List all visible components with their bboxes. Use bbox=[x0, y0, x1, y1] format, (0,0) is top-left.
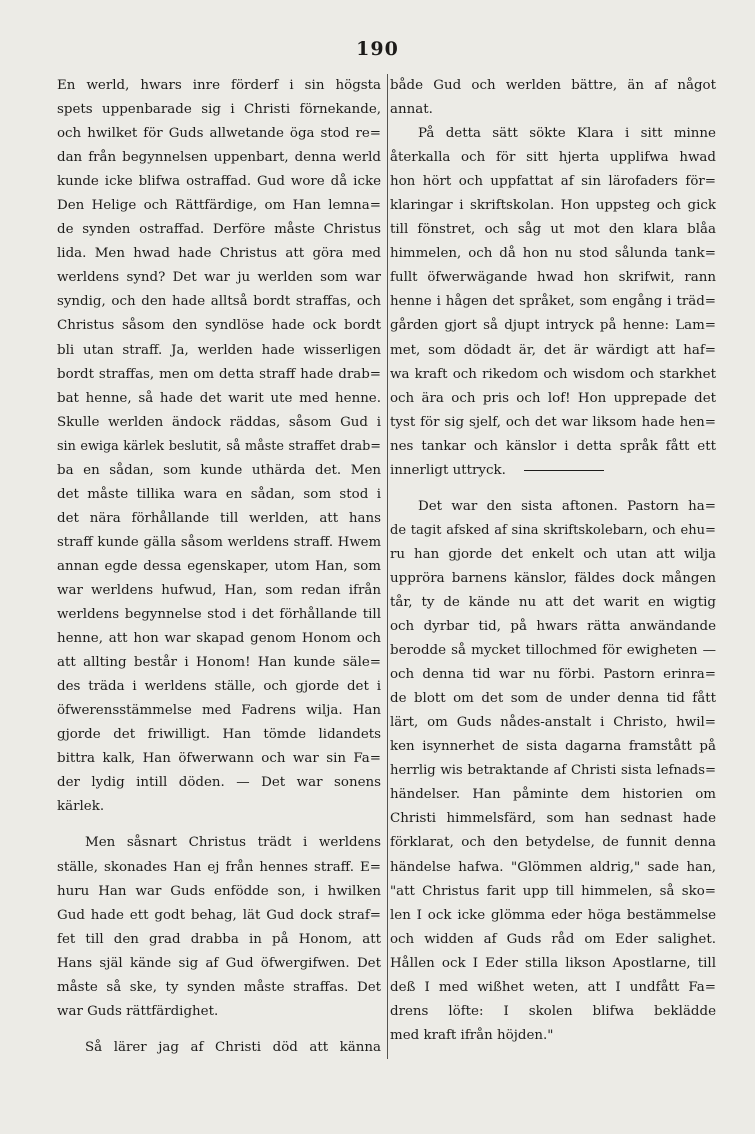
text-line: len I ock icke glömma eder höga bestämmelse bbox=[390, 907, 716, 923]
text-line: Christi himmelsfärd, som han sednast hade bbox=[390, 811, 716, 827]
text-line: dan från begynnelsen uppenbart, denna werld bbox=[57, 150, 381, 166]
text-line: Det war den sista aftonen. Pastorn ha= bbox=[418, 498, 716, 514]
section-separator bbox=[524, 470, 604, 471]
text-line: uppröra barnens känslor, fäldes dock mången bbox=[390, 570, 716, 586]
text-line: himmelen, och då hon nu stod sålunda tank= bbox=[390, 246, 716, 262]
text-line: lida. Men hwad hade Christus att göra med bbox=[57, 246, 381, 262]
text-line: Hans själ kände sig af Gud öfwergifwen. Det bbox=[57, 955, 381, 971]
text-line: ba en sådan, som kunde uthärda det. Men bbox=[57, 462, 381, 478]
text-line: händelser. Han påminte dem historien om bbox=[390, 787, 716, 803]
text-line: de tagit afsked af sina skriftskolebarn, och ehu= bbox=[390, 522, 716, 538]
text-line: till fönstret, och såg ut mot den klara blåa bbox=[390, 222, 716, 238]
left-column bbox=[57, 74, 381, 1060]
text-line: Gud hade ett godt behag, lät Gud dock straf= bbox=[57, 907, 381, 923]
text-line: En werld, hwars inre förderf i sin högsta bbox=[57, 78, 381, 93]
text-line: bat henne, så hade det warit ute med henne. bbox=[57, 390, 381, 406]
text-line: der lydig intill döden. — Det war sonens bbox=[57, 775, 381, 791]
text-line: fullt öfwerwägande hwad hon skrifwit, rann bbox=[390, 270, 716, 286]
text-line: ru han gjorde det enkelt och utan att wilja bbox=[390, 546, 716, 562]
text-line: berodde så mycket tillochmed för ewigheten — bbox=[390, 643, 716, 659]
text-line: Skulle werlden ändock räddas, såsom Gud i bbox=[57, 414, 381, 430]
text-line: Christus såsom den syndlöse hade ock bordt bbox=[57, 318, 381, 334]
text-line: war werldens hufwud, Han, som redan ifrån bbox=[57, 582, 381, 598]
right-column bbox=[390, 74, 716, 1048]
text-line: kärlek. bbox=[57, 799, 105, 815]
page-number: 190 bbox=[356, 38, 399, 60]
text-line: klaringar i skriftskolan. Hon uppsteg och gick bbox=[390, 198, 716, 214]
text-line: återkalla och för sitt hjerta upplifwa hwad bbox=[390, 150, 716, 166]
text-line: det måste tillika wara en sådan, som stod i bbox=[57, 486, 381, 502]
text-line: och widden af Guds råd om Eder salighet. bbox=[390, 931, 716, 947]
text-line: både Gud och werlden bättre, än af något bbox=[390, 78, 716, 93]
text-line: gjorde det friwilligt. Han tömde lidandets bbox=[57, 727, 381, 743]
text-line: werldens synd? Det war ju werlden som war bbox=[57, 270, 381, 286]
text-line: nes tankar och känslor i detta språk fått ett bbox=[390, 438, 716, 454]
paragraph bbox=[57, 74, 381, 819]
text-line: och ära och pris och lof! Hon upprepade det bbox=[390, 390, 716, 406]
text-line: och denna tid war nu förbi. Pastorn erinra= bbox=[390, 667, 716, 683]
paragraph bbox=[57, 1036, 381, 1060]
text-line: öfwerensstämmelse med Fadrens wilja. Han bbox=[57, 703, 381, 719]
text-line: syndig, och den hade alltså bordt straffas, och bbox=[57, 294, 381, 310]
paragraph bbox=[390, 495, 716, 1048]
text-line: war Guds rättfärdighet. bbox=[57, 1003, 219, 1019]
text-line: henne, att hon war skapad genom Honom och bbox=[57, 631, 381, 647]
text-line: herrlig wis betraktande af Christi sista lefnads= bbox=[390, 763, 716, 779]
column-divider bbox=[387, 74, 388, 1059]
text-line: Men såsnart Christus trädt i werldens bbox=[85, 835, 381, 851]
text-line: Så lärer jag af Christi död att känna bbox=[85, 1039, 381, 1055]
text-line: annat. bbox=[390, 102, 433, 118]
text-line: bittra kalk, Han öfwerwann och war sin Fa= bbox=[57, 751, 381, 767]
text-line: måste så ske, ty synden måste straffas. Det bbox=[57, 979, 381, 995]
text-line: de synden ostraffad. Derföre måste Christus bbox=[57, 222, 381, 238]
text-line: Hållen ock I Eder stilla likson Apostlarne, till bbox=[390, 955, 716, 971]
text-line: hon hört och uppfattat af sin lärofaders för= bbox=[390, 174, 716, 190]
text-line: henne i hågen det språket, som engång i träd= bbox=[390, 294, 716, 310]
text-line: annan egde dessa egenskaper, utom Han, som bbox=[57, 558, 381, 574]
text-line: bli utan straff. Ja, werlden hade wisserligen bbox=[57, 342, 381, 358]
text-line: deß I med wißhet weten, att I undfått Fa= bbox=[390, 979, 716, 995]
text-line: lärt, om Guds nådes-anstalt i Christo, hwil= bbox=[390, 715, 716, 731]
text-line: werldens begynnelse stod i det förhållande till bbox=[57, 607, 381, 623]
text-line: gården gjort så djupt intryck på henne: Lam= bbox=[390, 318, 716, 334]
text-line: det nära förhållande till werlden, att hans bbox=[57, 510, 381, 526]
text-line: straff kunde gälla såsom werldens straff. Hwem bbox=[57, 534, 381, 550]
text-line: wa kraft och rikedom och wisdom och starkhet bbox=[390, 366, 716, 382]
text-line: drens löfte: I skolen blifwa beklädde bbox=[390, 1003, 716, 1019]
text-line: med kraft ifrån höjden." bbox=[390, 1027, 554, 1043]
text-line: tår, ty de kände nu att det warit en wigtig bbox=[390, 594, 716, 610]
text-line: spets uppenbarade sig i Christi förnekande, bbox=[57, 102, 381, 118]
text-line: och dyrbar tid, på hwars rätta anwändande bbox=[390, 619, 716, 635]
text-line: fet till den grad drabba in på Honom, att bbox=[57, 931, 381, 947]
text-line: kunde icke blifwa ostraffad. Gud wore då icke bbox=[57, 174, 381, 190]
text-line: att allting består i Honom! Han kunde säle= bbox=[57, 655, 381, 671]
text-line: met, som dödadt är, det är wärdigt att haf= bbox=[390, 342, 716, 358]
text-line: de blott om det som de under denna tid fått bbox=[390, 691, 716, 707]
text-line: huru Han war Guds enfödde son, i hwilken bbox=[57, 883, 381, 899]
paragraph bbox=[390, 74, 716, 122]
text-line bbox=[390, 459, 716, 483]
text-line: och hwilket för Guds allwetande öga stod re= bbox=[57, 126, 381, 142]
text-line: På detta sätt sökte Klara i sitt minne bbox=[418, 126, 716, 142]
text-line: "att Christus farit upp till himmelen, så sko= bbox=[390, 883, 716, 899]
text-line: Den Helige och Rättfärdige, om Han lemna= bbox=[57, 198, 381, 214]
paragraph bbox=[390, 122, 716, 483]
paragraph bbox=[57, 831, 381, 1023]
text-line: tyst för sig sjelf, och det war liksom hade hen= bbox=[390, 414, 716, 430]
text-line: des träda i werldens ställe, och gjorde det i bbox=[57, 679, 381, 695]
text-line: ställe, skonades Han ej från hennes straff. E= bbox=[57, 859, 381, 875]
text-line: ken isynnerhet de sista dagarna framstått på bbox=[390, 739, 716, 755]
text-line: händelse hafwa. "Glömmen aldrig," sade han, bbox=[390, 859, 716, 875]
text-line-words: innerligt uttryck. bbox=[390, 462, 506, 478]
text-line: bordt straffas, men om detta straff hade drab= bbox=[57, 366, 381, 382]
text-line: förklarat, och den betydelse, de funnit denna bbox=[390, 835, 716, 851]
text-line: sin ewiga kärlek beslutit, så måste straffet drab= bbox=[57, 438, 381, 454]
